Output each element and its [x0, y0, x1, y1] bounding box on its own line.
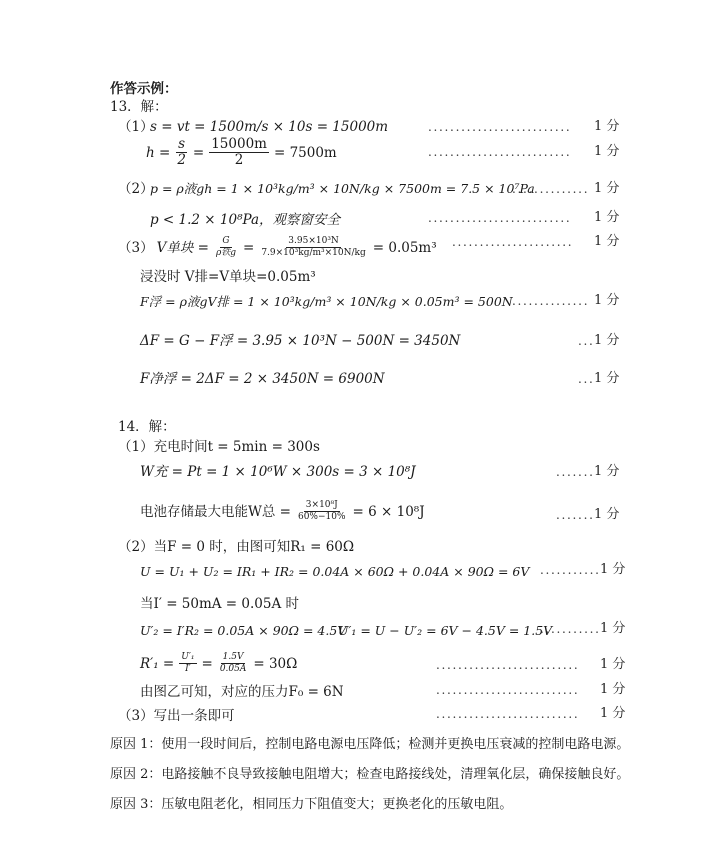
score-dots: ..........................	[428, 120, 572, 134]
fraction-numerator: 1.5V	[222, 652, 244, 662]
reason-2: 原因 2：电路接触不良导致接触电阻增大；检查电路接线处，清理氧化层，确保接触良好。	[110, 767, 630, 782]
score-dots: ..............	[512, 182, 590, 196]
q14-eq6-fraction	[179, 652, 196, 675]
fraction-denominator: 60%−10%	[297, 512, 346, 522]
answer-heading: 作答示例：	[110, 81, 178, 97]
q13-eq1: s = vt = 1500m/s × 10s = 15000m	[150, 119, 389, 135]
score-dots: .......	[556, 465, 595, 479]
q13-eq5-lhs: V单块 =	[156, 239, 209, 256]
score-dots: ..............	[512, 294, 590, 308]
score-dots: ..........................	[428, 145, 572, 159]
q14-eq1: W充 = Pt = 1 × 10⁶W × 300s = 3 × 10⁸J	[140, 464, 416, 480]
q14-eq6	[140, 652, 297, 675]
fraction-numerator: 3.95×10³N	[288, 236, 339, 246]
q13-eq2	[146, 137, 337, 168]
q13-eq9: F净浮 = 2ΔF = 2 × 3450N = 6900N	[140, 371, 385, 387]
q13-eq5-mid: =	[243, 239, 255, 256]
fraction-numerator: 3×10⁸J	[305, 500, 338, 510]
q13-eq5-fraction	[214, 236, 238, 259]
q13-label: 13．解：	[110, 99, 168, 115]
score-label: 1 分	[600, 682, 626, 697]
q13-eq2-rhs: = 7500m	[273, 144, 337, 161]
q14-eq6-mid: =	[201, 655, 213, 672]
q14-eq2	[140, 500, 425, 523]
score-dots: ..........................	[428, 211, 572, 225]
score-label: 1 分	[594, 210, 620, 225]
q13-eq6: 浸没时 V排=V单块=0.05m³	[140, 269, 316, 285]
q13-eq5-rhs: = 0.05m³	[372, 239, 437, 256]
q13-eq2-fraction2	[209, 137, 269, 168]
q14-eq2-rhs: = 6 × 10⁸J	[352, 503, 425, 520]
q14-part3: （3）写出一条即可	[118, 708, 235, 724]
score-label: 1 分	[594, 234, 620, 249]
reason-3: 原因 3：压敏电阻老化，相同压力下阻值变大；更换老化的压敏电阻。	[110, 797, 513, 812]
q14-eq4: 当I′ = 50mA = 0.05A 时	[140, 596, 300, 612]
q13-eq5-fraction2	[259, 236, 367, 259]
q13-eq3: p = ρ液gh = 1 × 10³kg/m³ × 10N/kg × 7500m = 7.5 × 10⁷Pa	[150, 181, 535, 196]
score-label: 1 分	[600, 621, 626, 636]
score-label: 1 分	[594, 333, 620, 348]
q13-eq2-lhs: h =	[146, 144, 171, 161]
score-label: 1 分	[594, 507, 620, 522]
fraction-denominator: 0.05A	[219, 664, 247, 674]
score-label: 1 分	[594, 464, 620, 479]
fraction-denominator: 7.9×10³kg/m³×10N/kg	[261, 248, 366, 258]
fraction-denominator: 2	[234, 152, 244, 168]
score-dots: ..........................	[436, 707, 580, 721]
q14-eq3: U = U₁ + U₂ = IR₁ + IR₂ = 0.04A × 60Ω + 0.04A × 90Ω = 6V	[140, 564, 530, 579]
q13-eq2-fraction	[175, 137, 188, 168]
q14-eq2-fraction	[296, 500, 348, 523]
score-label: 1 分	[594, 144, 620, 159]
q14-part1: （1）充电时间t = 5min = 300s	[118, 439, 320, 455]
score-label: 1 分	[594, 371, 620, 386]
q13-eq4: p < 1.2 × 10⁸Pa，观察窗安全	[150, 212, 341, 228]
q13-eq2-mid: =	[192, 144, 205, 161]
fraction-denominator: 2	[177, 152, 186, 168]
q13-part3-label: （3）	[118, 239, 154, 256]
q13-eq7: F浮 = ρ液gV排 = 1 × 10³kg/m³ × 10N/kg × 0.05m³ = 500N	[140, 294, 513, 309]
score-dots: ..........................	[436, 658, 580, 672]
score-label: 1 分	[600, 706, 626, 721]
q13-eq8: ΔF = G − F浮 = 3.95 × 10³N − 500N = 3450N	[140, 333, 461, 349]
score-dots: ...	[578, 334, 595, 348]
score-dots: ......................	[452, 235, 574, 249]
score-dots: .......	[556, 508, 595, 522]
score-label: 1 分	[594, 181, 620, 196]
q14-eq6-lhs: R′₁ =	[140, 655, 175, 672]
score-label: 1 分	[600, 657, 626, 672]
score-dots: ..........................	[436, 683, 580, 697]
fraction-numerator: U′₁	[181, 652, 195, 662]
q14-eq7: 由图乙可知，对应的压力F₀ = 6N	[140, 684, 344, 700]
q14-eq6-rhs: = 30Ω	[253, 655, 298, 672]
q13-part1-label: （1）	[118, 119, 154, 135]
q14-eq2-lhs: 电池存储最大电能W总 =	[140, 503, 291, 520]
q13-part2-label: （2）	[118, 181, 154, 197]
fraction-numerator: 15000m	[211, 136, 267, 152]
q14-eq5a: U′₂ = I′R₂ = 0.05A × 90Ω = 4.5V	[140, 623, 347, 638]
fraction-denominator: ρ铁g	[215, 248, 237, 258]
score-label: 1 分	[600, 562, 626, 577]
q14-part2: （2）当F = 0 时，由图可知R₁ = 60Ω	[118, 539, 355, 555]
fraction-numerator: s	[178, 136, 186, 152]
q14-label: 14．解：	[118, 419, 176, 435]
q13-eq5	[118, 236, 437, 259]
reason-1: 原因 1：使用一段时间后，控制电路电源电压降低；检测并更换电压衰减的控制电路电源。	[110, 737, 630, 752]
score-label: 1 分	[594, 293, 620, 308]
score-dots: ...........	[540, 622, 601, 636]
fraction-numerator: G	[222, 236, 230, 246]
fraction-denominator: I′	[185, 664, 191, 674]
score-dots: ...........	[540, 563, 601, 577]
score-dots: ...	[578, 372, 595, 386]
q14-eq6-fraction2	[218, 652, 249, 675]
q14-eq5b: U′₁ = U − U′₂ = 6V − 4.5V = 1.5V	[338, 623, 553, 638]
score-label: 1 分	[594, 119, 620, 134]
